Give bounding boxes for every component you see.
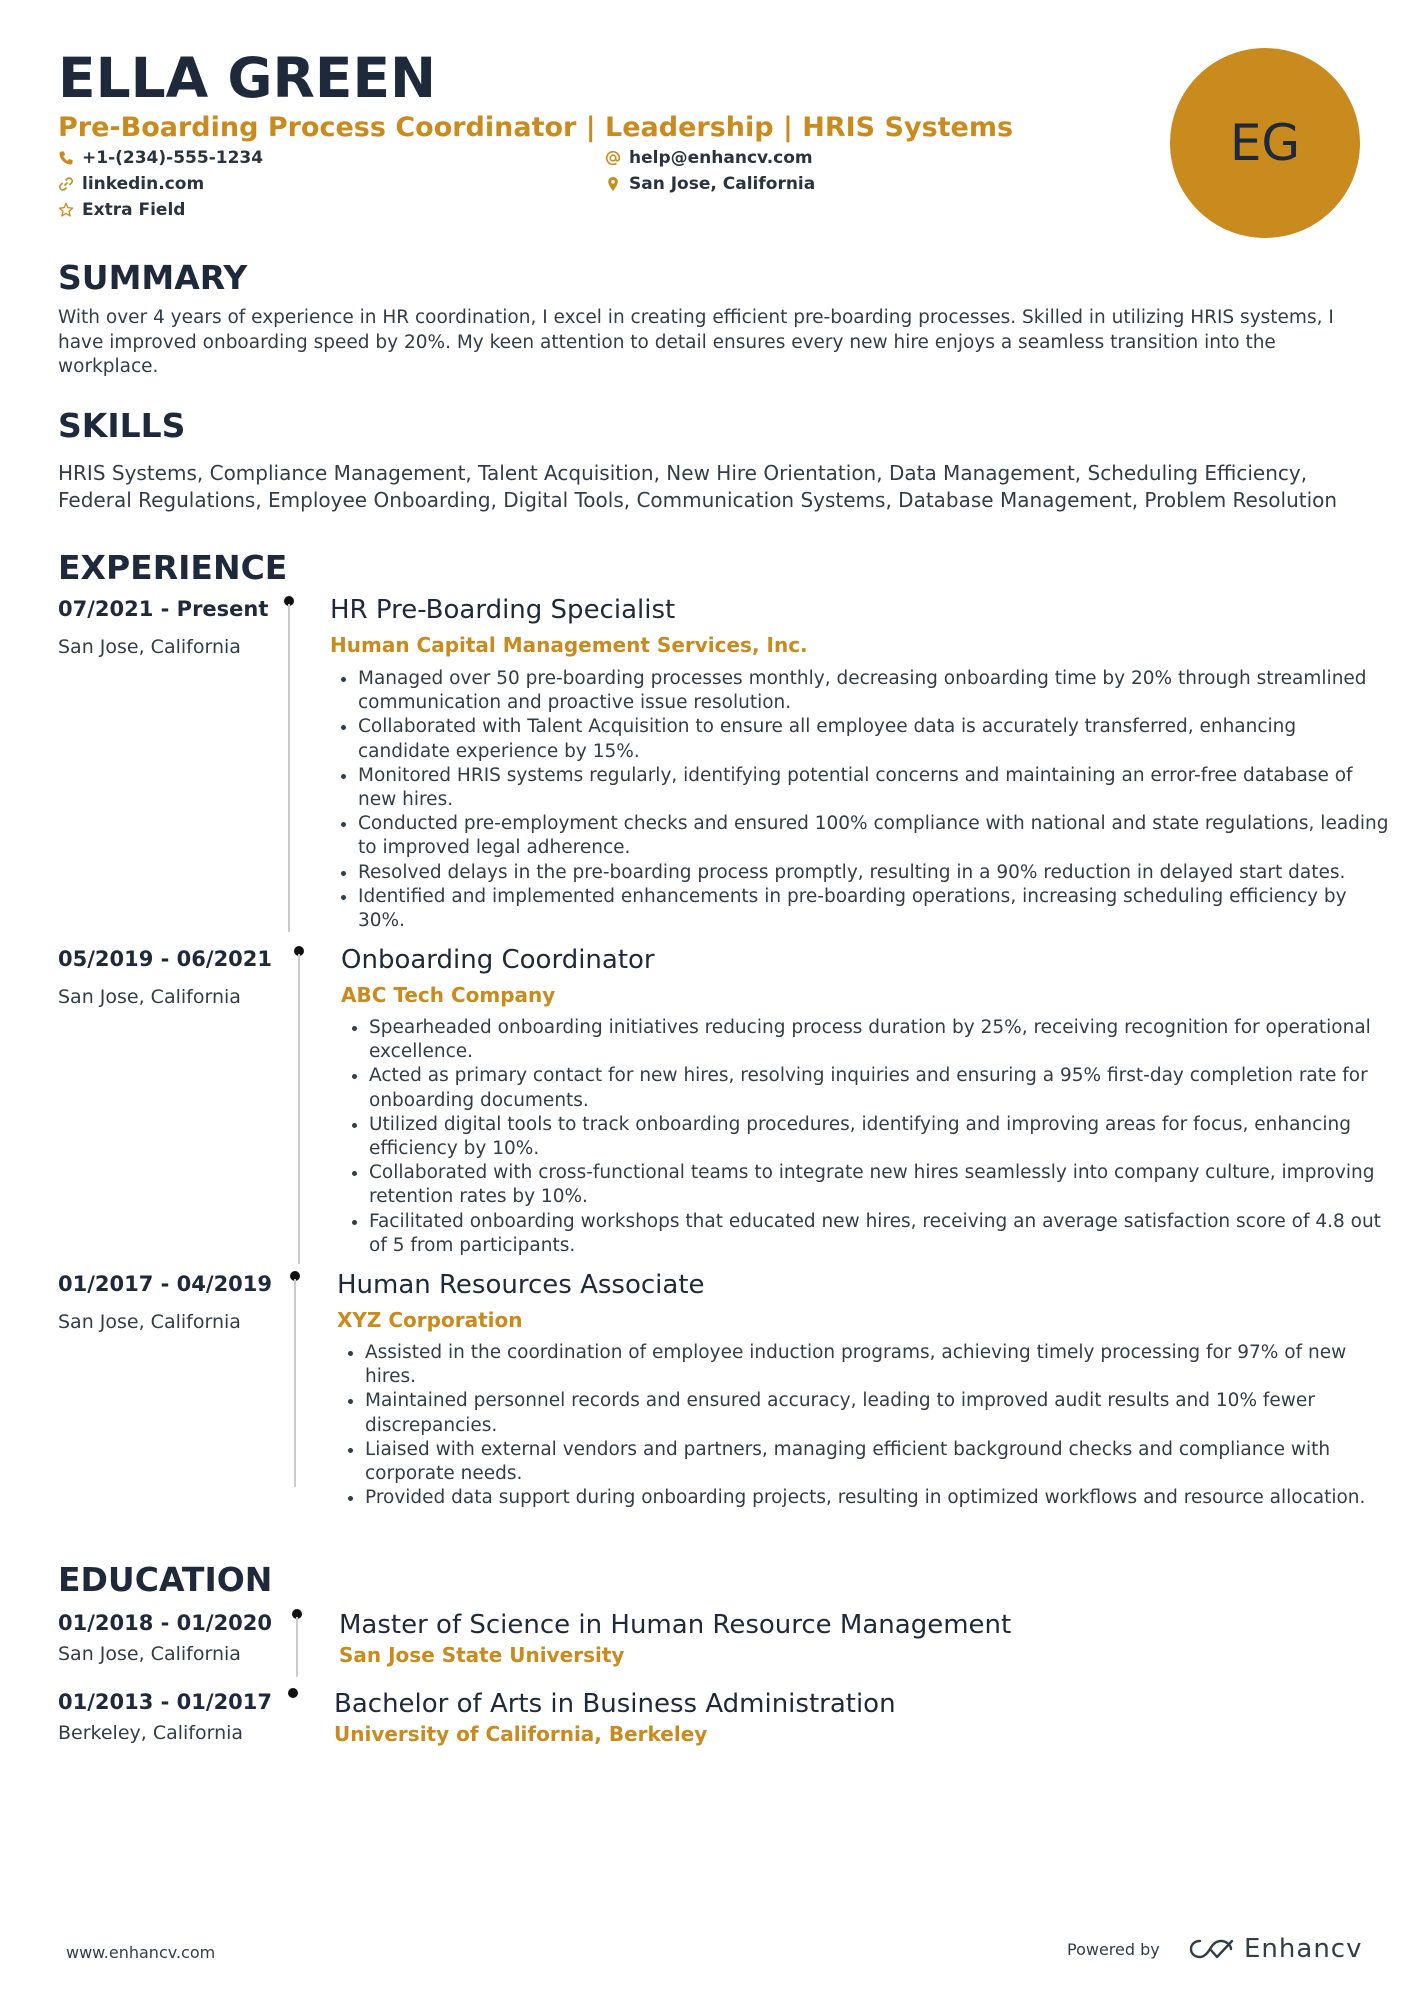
contact-location [605, 172, 815, 196]
experience-title: EXPERIENCE [58, 548, 288, 587]
linkedin-text: linkedin.com [82, 174, 205, 194]
job-company: XYZ Corporation [337, 1308, 523, 1332]
job-location: San Jose, California [58, 636, 241, 658]
contact-email[interactable] [605, 146, 813, 170]
timeline-line [288, 604, 290, 932]
edu-school: University of California, Berkeley [334, 1722, 708, 1746]
bullet-item: • Identified and implemented enhancements in pre-boarding operations, increasing scheduling efficiency by 30%. [358, 885, 1390, 933]
job-role: Human Resources Associate [337, 1270, 705, 1300]
job-location: San Jose, California [58, 986, 241, 1008]
contact-phone [58, 146, 263, 170]
job-location: San Jose, California [58, 1311, 241, 1333]
headline: Pre-Boarding Process Coordinator | Leadership | HRIS Systems [58, 112, 1014, 143]
contact-extra-field [58, 198, 185, 222]
star-icon [58, 202, 74, 218]
footer-powered-by: Powered by [1067, 1940, 1160, 1959]
extra-field-text: Extra Field [82, 200, 186, 220]
job-role: HR Pre-Boarding Specialist [330, 595, 676, 625]
job-company: ABC Tech Company [341, 983, 556, 1007]
bullet-item: • Collaborated with Talent Acquisition to ensure all employee data is accurately transferred, enhancing candidate experience by 15%. [358, 715, 1390, 763]
timeline-dot [288, 1688, 298, 1698]
bullet-item: • Assisted in the coordination of employee induction programs, achieving timely processing for 97% of new hires. [365, 1341, 1397, 1389]
summary-text: With over 4 years of experience in HR coordination, I excel in creating efficient pre-boarding processes. Skilled in utilizing HRIS systems, I have improved onboarding speed by 20%. My keen attention to detail ensures every new hire enjoys a seamless transition into the workplace. [58, 307, 1334, 377]
bullet-item: • Resolved delays in the pre-boarding process promptly, resulting in a 90% reduction in delayed start dates. [358, 861, 1390, 885]
bullet-item: • Spearheaded onboarding initiatives reducing process duration by 25%, receiving recognition for operational excellence. [369, 1016, 1401, 1064]
location-text: San Jose, California [629, 174, 816, 194]
link-icon [58, 176, 74, 192]
job-bullets [330, 667, 1390, 933]
bullet-item: • Liaised with external vendors and partners, managing efficient background checks and compliance with corporate needs. [365, 1438, 1397, 1486]
edu-school: San Jose State University [339, 1643, 625, 1667]
edu-location: Berkeley, California [58, 1722, 244, 1744]
job-dates: 05/2019 - 06/2021 [58, 947, 273, 971]
timeline-line [298, 954, 300, 1264]
bullet-item: • Managed over 50 pre-boarding processes monthly, decreasing onboarding time by 20% through streamlined communication and proactive issue resolution. [358, 667, 1390, 715]
edu-location: San Jose, California [58, 1643, 241, 1665]
edu-degree: Bachelor of Arts in Business Administration [334, 1689, 896, 1719]
job-bullets [341, 1016, 1401, 1258]
phone-text: +1-(234)-555-1234 [82, 148, 264, 168]
job-bullets [337, 1341, 1397, 1510]
job-company: Human Capital Management Services, Inc. [330, 633, 808, 657]
edu-degree: Master of Science in Human Resource Management [339, 1610, 1012, 1640]
timeline-line [294, 1279, 296, 1487]
job-dates: 01/2017 - 04/2019 [58, 1272, 273, 1296]
skills-text: HRIS Systems, Compliance Management, Talent Acquisition, New Hire Orientation, Data Management, Scheduling Efficiency, Federal Regulations, Employee Onboarding, Digital Tools, Communication Systems, Database Management, Problem Resolution [58, 461, 1338, 512]
bullet-item: • Monitored HRIS systems regularly, identifying potential concerns and maintaining an error-free database of new hires. [358, 764, 1390, 812]
location-pin-icon [605, 176, 621, 192]
skills-title: SKILLS [58, 406, 186, 445]
contact-linkedin[interactable] [58, 172, 204, 196]
avatar-initials: EG [1170, 48, 1360, 238]
bullet-item: • Conducted pre-employment checks and ensured 100% compliance with national and state regulations, leading to improved legal adherence. [358, 812, 1390, 860]
footer-website[interactable]: www.enhancv.com [66, 1943, 216, 1962]
footer-brand-name: Enhancv [1244, 1934, 1363, 1964]
bullet-item: • Maintained personnel records and ensured accuracy, leading to improved audit results and 10% fewer discrepancies. [365, 1389, 1397, 1437]
education-title: EDUCATION [58, 1560, 273, 1599]
edu-dates: 01/2013 - 01/2017 [58, 1690, 273, 1714]
email-text: help@enhancv.com [629, 148, 813, 168]
bullet-item: • Facilitated onboarding workshops that educated new hires, receiving an average satisfaction score of 4.8 out of 5 from participants. [369, 1210, 1401, 1258]
edu-dates: 01/2018 - 01/2020 [58, 1611, 273, 1635]
footer-brand-logo[interactable] [1188, 1934, 1362, 1964]
bullet-item: • Acted as primary contact for new hires, resolving inquiries and ensuring a 95% first-day completion rate for onboarding documents. [369, 1064, 1401, 1112]
timeline-line [296, 1617, 298, 1677]
at-icon [605, 150, 621, 166]
phone-icon [58, 150, 74, 166]
bullet-item: • Collaborated with cross-functional teams to integrate new hires seamlessly into company culture, improving retention rates by 10%. [369, 1161, 1401, 1209]
enhancv-logo-icon [1188, 1936, 1236, 1962]
bullet-item: • Utilized digital tools to track onboarding procedures, identifying and improving areas for focus, enhancing efficiency by 10%. [369, 1113, 1401, 1161]
candidate-name: ELLA GREEN [58, 46, 437, 110]
summary-title: SUMMARY [58, 258, 248, 297]
job-role: Onboarding Coordinator [341, 945, 655, 975]
job-dates: 07/2021 - Present [58, 597, 269, 621]
bullet-item: • Provided data support during onboarding projects, resulting in optimized workflows and resource allocation. [365, 1486, 1397, 1510]
